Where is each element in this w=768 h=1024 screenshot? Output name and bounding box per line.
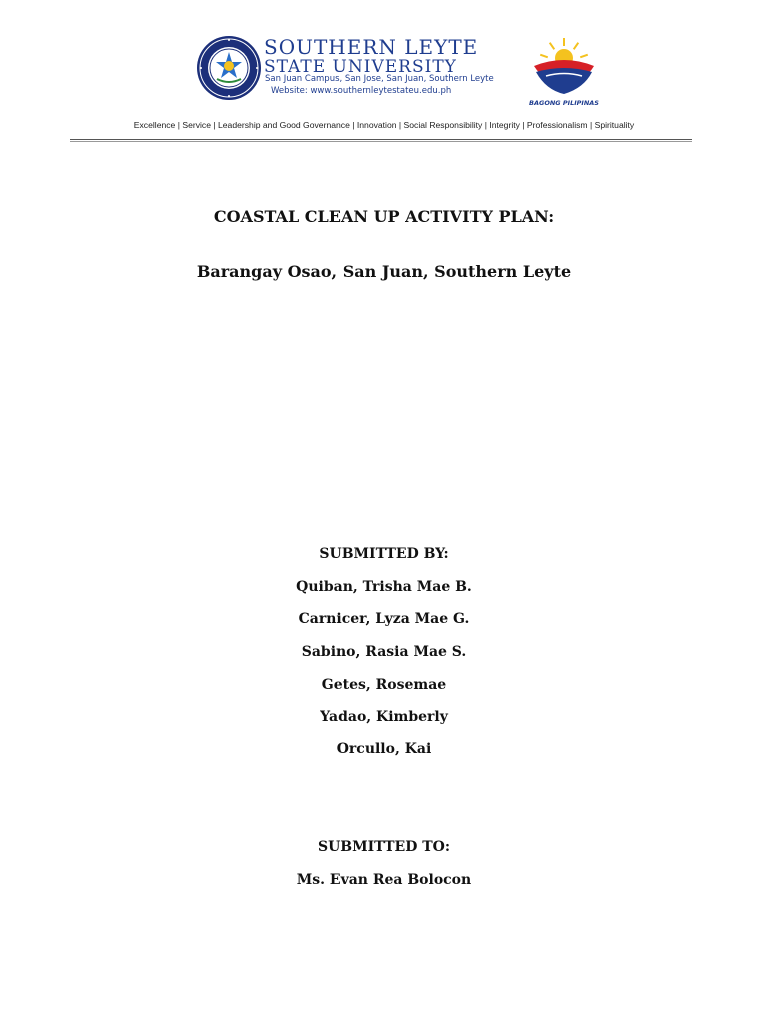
submitter-name: Quiban, Trisha Mae B. xyxy=(296,579,472,595)
university-name-line1: SOUTHERN LEYTE xyxy=(264,35,479,59)
submitter-name: Getes, Rosemae xyxy=(321,677,447,693)
document-title: COASTAL CLEAN UP ACTIVITY PLAN: xyxy=(213,207,555,226)
submitter-name: Sabino, Rasia Mae S. xyxy=(301,644,467,660)
submitter-name: Yadao, Kimberly xyxy=(320,709,448,725)
submitter-name: Orcullo, Kai xyxy=(336,741,432,757)
submitted-to-name: Ms. Evan Rea Bolocon xyxy=(296,872,472,888)
bagong-pilipinas-caption: BAGONG PILIPINAS xyxy=(529,99,599,107)
submitter-name: Carnicer, Lyza Mae G. xyxy=(298,611,470,627)
core-values-line: Excellence | Service | Leadership and Good Governance | Innovation | Social Responsibility | Integrity | Professionalism | Spirituality xyxy=(133,120,635,130)
website-text: Website: www.southernleytestateu.edu.ph xyxy=(271,86,452,96)
campus-address: San Juan Campus, San Jose, San Juan, Southern Leyte xyxy=(265,74,494,84)
bagong-pilipinas-logo-icon xyxy=(524,36,604,98)
university-name-line2: STATE UNIVERSITY xyxy=(264,57,457,77)
document-subtitle: Barangay Osao, San Juan, Southern Leyte xyxy=(196,262,572,281)
header-divider-thin xyxy=(70,141,692,142)
header-divider xyxy=(70,139,692,140)
university-name xyxy=(264,37,478,76)
submitted-by-heading: SUBMITTED BY: xyxy=(319,546,449,562)
university-seal-icon xyxy=(196,35,262,101)
submitted-to-heading: SUBMITTED TO: xyxy=(317,839,450,855)
